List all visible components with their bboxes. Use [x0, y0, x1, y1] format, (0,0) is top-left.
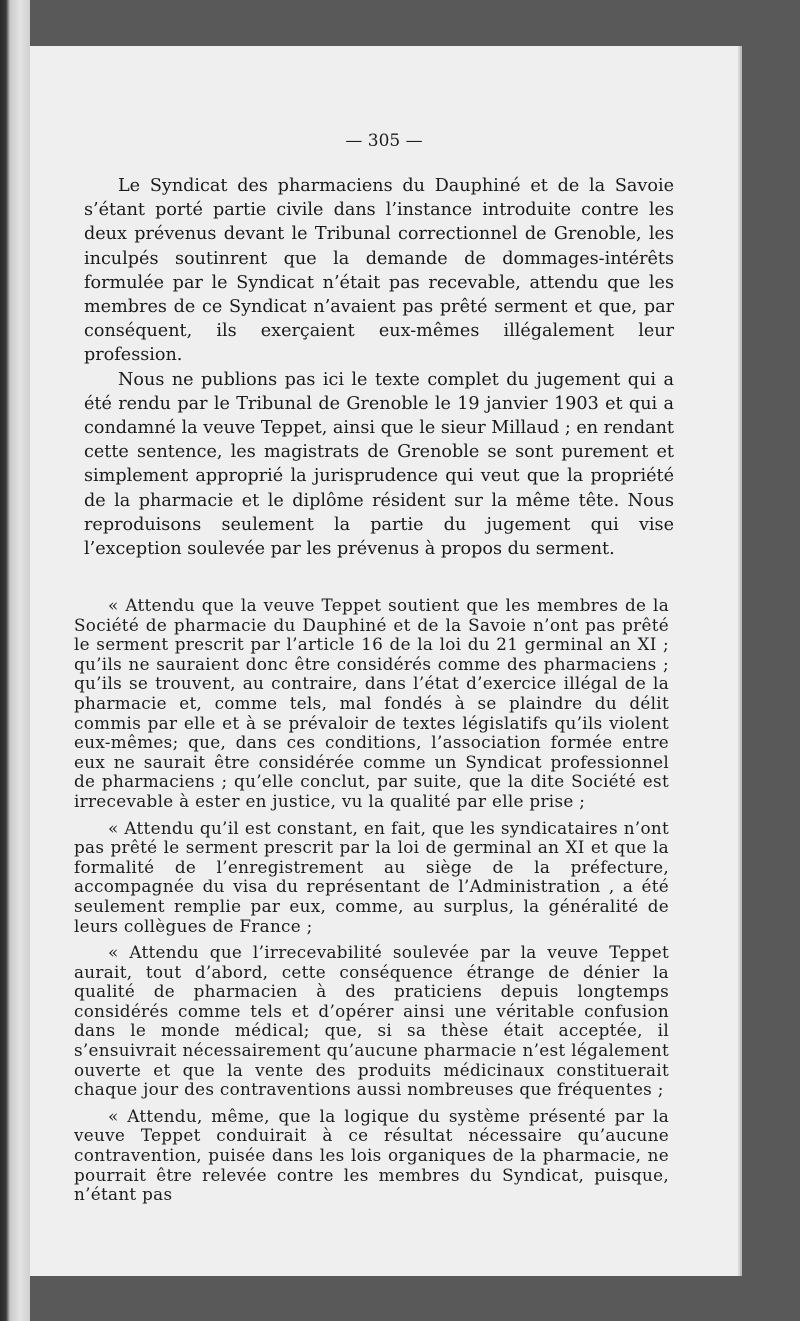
intro-text — [84, 174, 674, 561]
intro-paragraph: Nous ne publions pas ici le texte complet du jugement qui a été rendu par le Tribunal de Grenoble le 19 janvier 1903 et qui a condamné la veuve Teppet, ainsi que le sieur Millaud ; en rendant cette sentence, les magistrats de Grenoble se sont purement et simplement approprié la jurisprudence qui veut que la propriété de la pharmacie et le diplôme résident sur la même tête. Nous reproduisons seulement la partie du jugement qui vise l’exception soulevée par les prévenus à propos du serment. — [84, 369, 674, 560]
quote-paragraph: « Attendu que la veuve Teppet soutient que les membres de la Société de pharmacie du Dauphiné et de la Savoie n’ont pas prêté le serment prescrit par l’article 16 de la loi du 21 germinal an XI ; qu’ils ne sauraient donc être considérés comme des pharmaciens ; qu’ils se trouvent, au contraire, dans l’état d’exercice illégal de la pharmacie et, comme tels, mal fondés à se plaindre du délit commis par elle et à se prévaloir de textes législatifs qu’ils violent eux-mêmes; que, dans ces conditions, l’association formée entre eux ne saurait être considérée comme un Syndicat professionnel de pharmaciens ; qu’elle conclut, par suite, que la dite Société est irrecevable à ester en justice, vu la qualité par elle prise ; — [74, 595, 669, 811]
quote-paragraph: « Attendu qu’il est constant, en fait, que les syndicataires n’ont pas prêté le serment prescrit par la loi de germinal an XI et que la formalité de l’enregistrement au siège de la préfecture, accompagnée du visa du représentant de l’Administration , a été seulement remplie par eux, comme, au surplus, la généralité de leurs collègues de France ; — [74, 817, 669, 936]
page-number: — 305 — — [345, 131, 423, 151]
quote-paragraph: « Attendu, même, que la logique du système présenté par la veuve Teppet conduirait à ce résultat nécessaire qu’aucune contravention, puisée dans les lois organiques de la pharmacie, ne pourrait être relevée contre les membres du Syndicat, puisque, n’étant pas — [74, 1105, 669, 1205]
intro-paragraph: Le Syndicat des pharmaciens du Dauphiné et de la Savoie s’étant porté partie civile dans l’instance introduite contre les deux prévenus devant le Tribunal correctionnel de Grenoble, les inculpés soutinrent que la demande de dommages-intérêts formulée par le Syndicat n’était pas recevable, attendu que les membres de ce Syndicat n’avaient pas prêté serment et que, par conséquent, ils exerçaient eux-mêmes illégalement leur profession. — [84, 176, 674, 366]
book-page — [30, 46, 738, 1276]
book-spine — [0, 0, 30, 1321]
judgment-quote — [74, 596, 669, 1212]
quote-paragraph: « Attendu que l’irrecevabilité soulevée par la veuve Teppet aurait, tout d’abord, cette conséquence étrange de dénier la qualité de pharmacien à des praticiens depuis longtemps considérés comme tels et d’opérer ainsi une véritable confusion dans le monde médical; que, si sa thèse était acceptée, il s’ensuivrait nécessairement qu’aucune pharmacie n’est légalement ouverte et que la vente des produits médicinaux constituerait chaque jour des contraventions aussi nombreuses que fréquentes ; — [74, 942, 669, 1100]
